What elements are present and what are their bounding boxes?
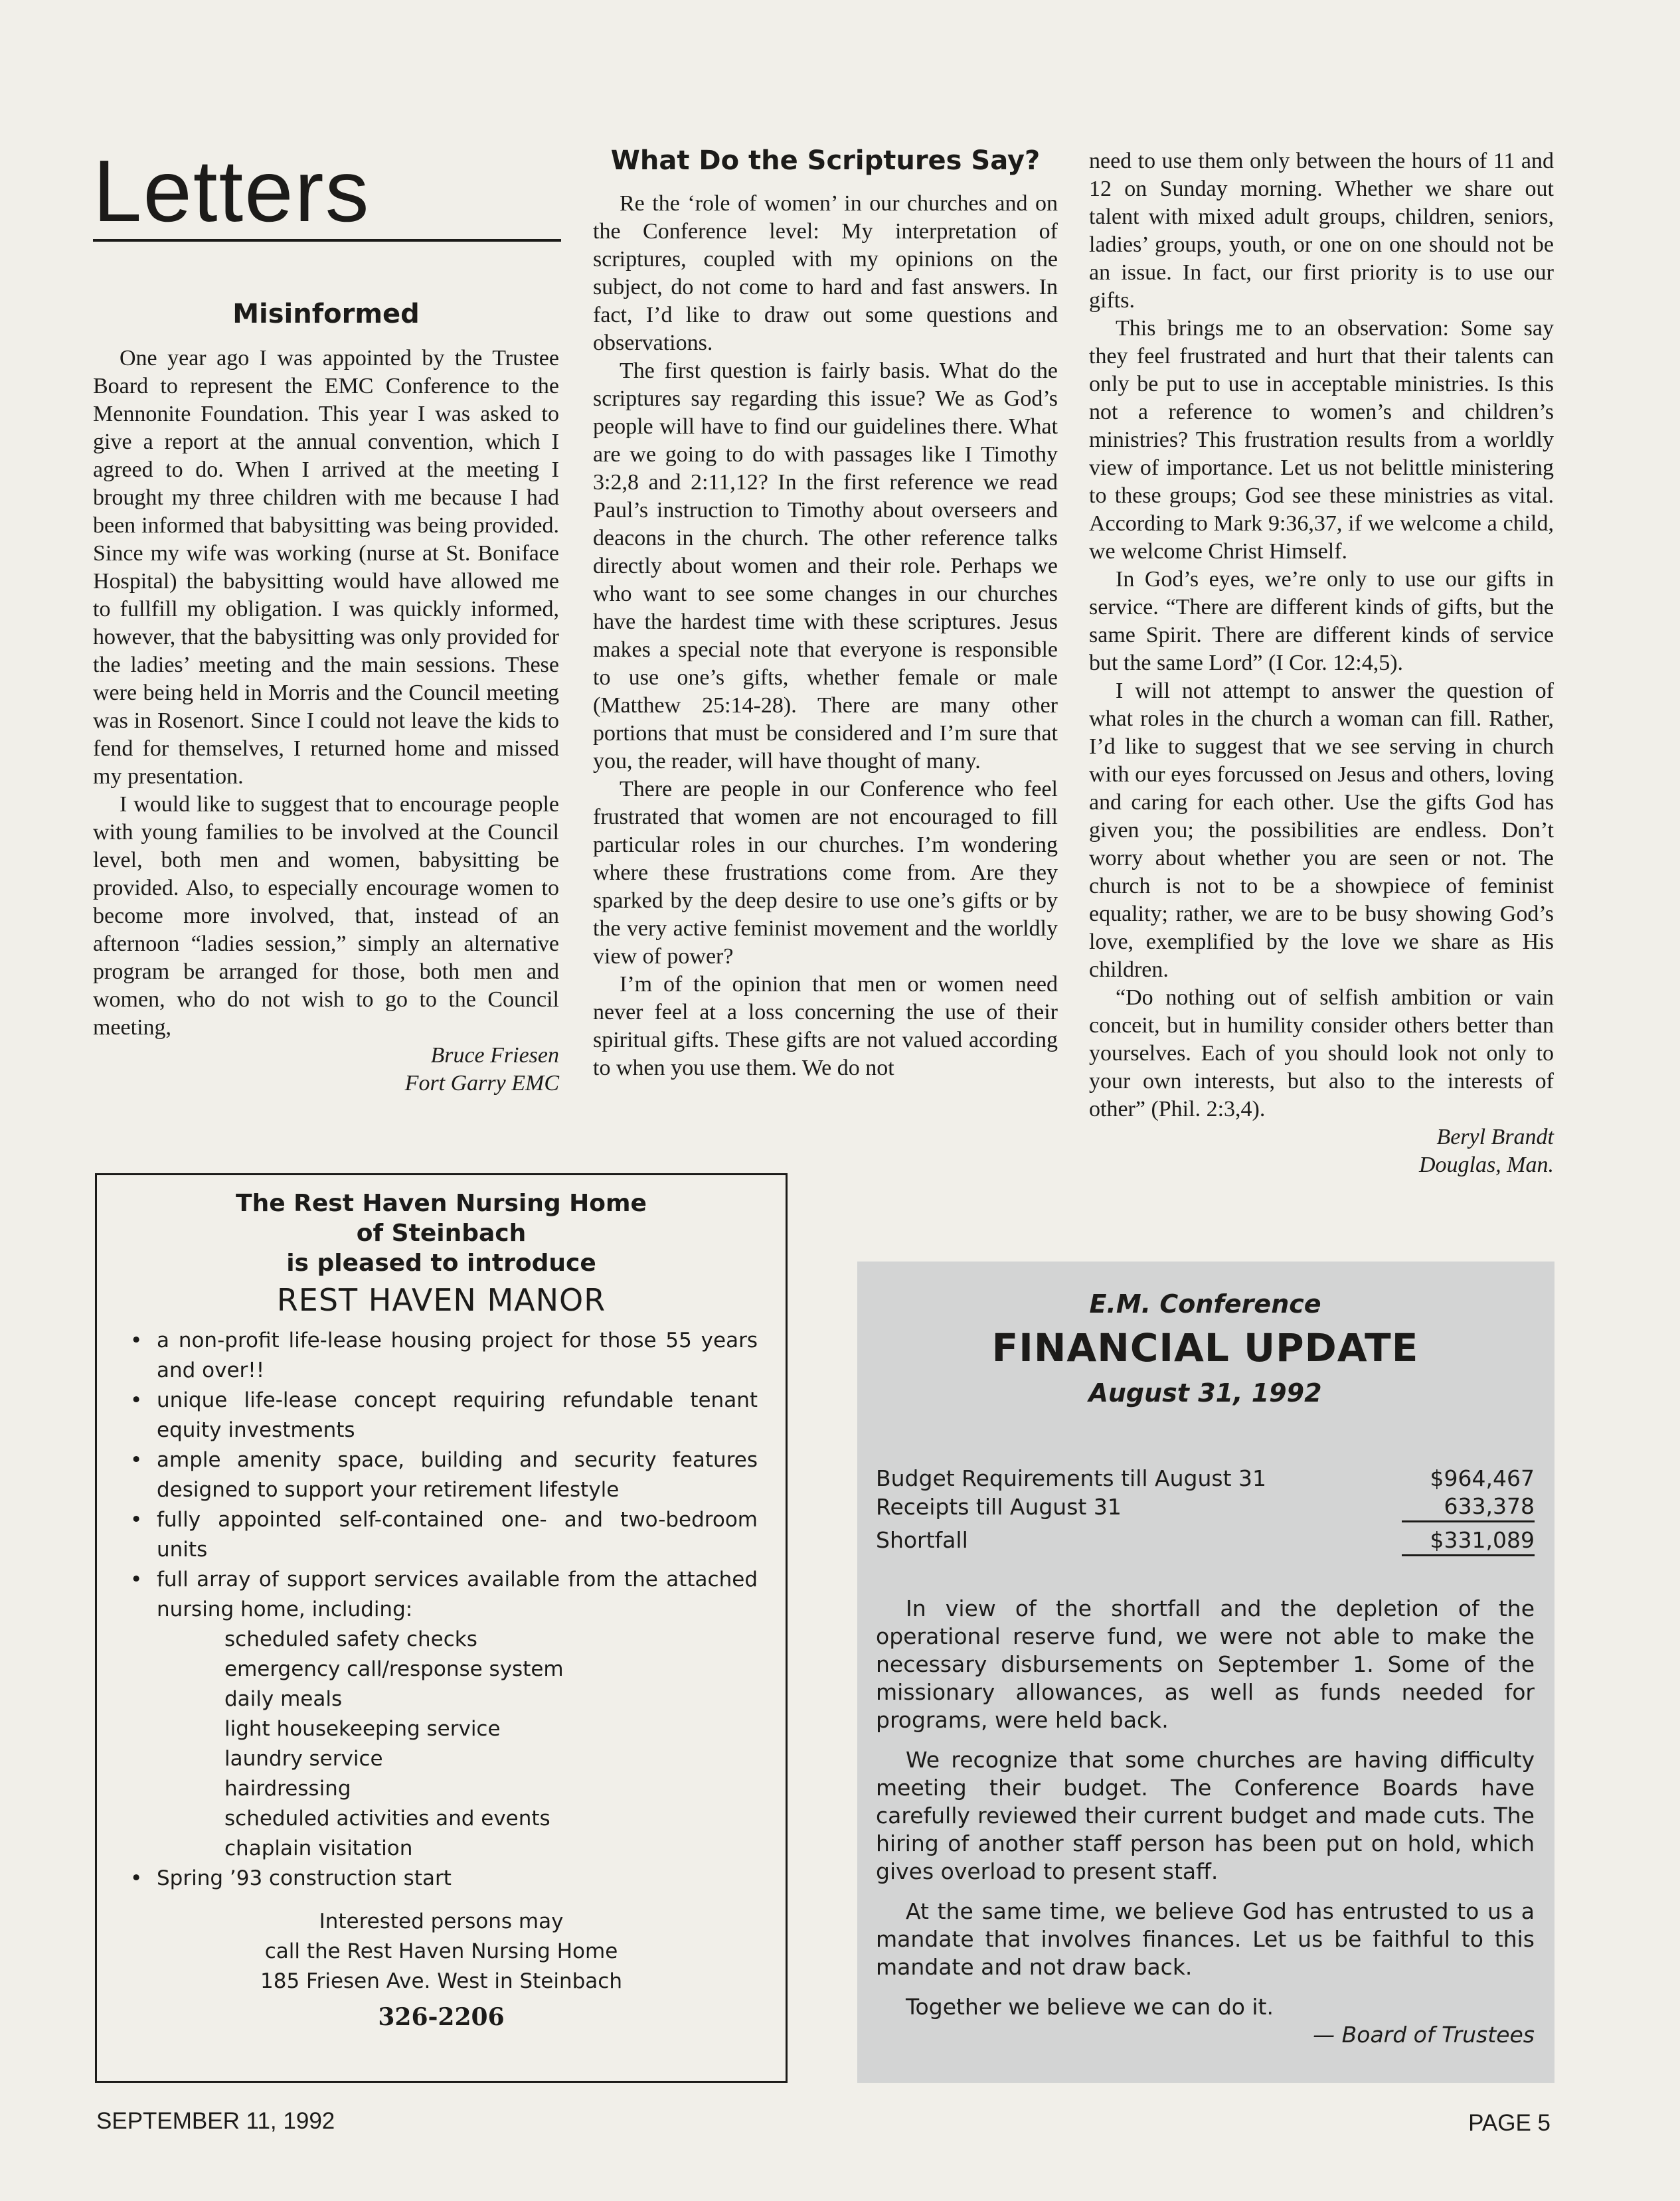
financial-paragraph: Together we believe we can do it.	[906, 1994, 1274, 2020]
letter-scriptures-continued	[1089, 147, 1554, 1179]
ad-feature-item: • Spring ’93 construction start	[125, 1864, 758, 1894]
ad-contact-line: 185 Friesen Ave. West in Steinbach	[260, 1969, 622, 1993]
footer-page-number: PAGE 5	[1468, 2110, 1551, 2136]
footer-date: SEPTEMBER 11, 1992	[96, 2108, 335, 2134]
letter-paragraph: This brings me to an observation: Some say they feel frustrated and hurt that their talents can only be put to use in acceptable ministries. Is this not a reference to women’s and children’s ministries? This frustration results from a worldly view of importance. Let us not belittle ministering to these groups; God see these ministries as vital. According to Mark 9:36,37, if we welcome a child, we welcome Christ Himself.	[1089, 316, 1554, 564]
row-amount: $331,089	[1402, 1522, 1535, 1556]
financial-paragraph: In view of the shortfall and the depletion of the operational reserve fund, we were not able to make the necessary disbursements on September 1. Some of the missionary allowances, as well as funds needed for programs, were held back.	[876, 1595, 1535, 1733]
ad-service-item: hairdressing	[224, 1777, 351, 1801]
letter-signature-name: Bruce Friesen	[430, 1043, 559, 1068]
financial-table	[876, 1465, 1535, 1556]
ad-feature-item: • full array of support services available from the attached nursing home, including:	[125, 1565, 758, 1625]
letter-scriptures	[593, 142, 1058, 1082]
ad-headline-line: of Steinbach	[356, 1220, 527, 1247]
letter-paragraph: I would like to suggest that to encourage people with young families to be involved at the Council level, both men and women, babysitting be provided. Also, to especially encourage women to become more involved, that, instead of an afternoon “ladies session,” simply an alternative program be arranged for those, both men and women, who do not wish to go to the Council meeting,	[93, 792, 559, 1040]
financial-signature: — Board of Trustees	[1313, 2022, 1535, 2048]
ad-service-item: chaplain visitation	[224, 1836, 413, 1860]
letter-paragraph: One year ago I was appointed by the Trustee Board to represent the EMC Conference to the Mennonite Foundation. This year I was asked to give a report at the annual convention, which I agreed to do. When I arrived at the meeting I brought my three children with me because I had been informed that babysitting was being provided. Since my wife was working (nurse at St. Boniface Hospital) the babysitting would have allowed me to fullfill my obligation. I was quickly informed, however, that the babysitting was only provided for the ladies’ meeting and the main sessions. These were being held in Morris and the Council meeting was in Rosenort. Since I could not leave the kids to fend for themselves, I returned home and missed my presentation.	[93, 346, 559, 789]
financial-org: E.M. Conference	[1089, 1289, 1321, 1319]
financial-date: August 31, 1992	[1088, 1378, 1322, 1408]
row-amount: 633,378	[1402, 1493, 1535, 1522]
ad-service-item: daily meals	[224, 1687, 343, 1711]
letter-paragraph: need to use them only between the hours of 11 and 12 on Sunday morning. Whether we share out talent with mixed adult groups, children, seniors, ladies’ groups, youth, or one on one should not be an issue. In fact, our first priority is to use our gifts.	[1089, 149, 1554, 313]
letter-paragraph: There are people in our Conference who feel frustrated that women are not encouraged to fill particular roles in our churches. I’m wondering where these frustrations come from. Are they sparked by the deep desire to use one’s gifts or by the very active feminist movement and the worldly view of power?	[593, 777, 1058, 969]
letter-paragraph: The first question is fairly basis. What do the scriptures say regarding this issue? We as God’s people will have to find our guidelines there. What are we going to do with passages like I Timothy 3:2,8 and 2:11,12? In the first reference we read Paul’s instruction to Timothy about overseers and deacons in the church. The other reference talks directly about women and their role. Perhaps we who want to see some changes in our churches have the hardest time with these scriptures. Jesus makes a special note that everyone is responsible to use one’s gifts, whether female or male (Matthew 25:14-28). There are many other portions that must be considered and I’m sure that you, the reader, will have thought of many.	[593, 359, 1058, 774]
ad-phone-number: 326-2206	[378, 2003, 505, 2031]
ad-title: REST HAVEN MANOR	[276, 1282, 606, 1318]
row-label: Budget Requirements till August 31	[876, 1465, 1266, 1491]
ad-service-item: scheduled safety checks	[224, 1627, 477, 1651]
ad-service-item: emergency call/response system	[224, 1657, 564, 1681]
ad-headline-line: is pleased to introduce	[286, 1250, 596, 1277]
table-row	[876, 1522, 1535, 1556]
financial-title: FINANCIAL UPDATE	[991, 1325, 1419, 1370]
section-masthead	[93, 143, 561, 242]
letter-misinformed	[93, 295, 559, 1098]
letter-paragraph: “Do nothing out of selfish ambition or vain conceit, but in humility consider others better than yourselves. Each of you should look not only to your own interests, but also to the interests of other” (Phil. 2:3,4).	[1089, 985, 1554, 1121]
rest-haven-advertisement	[95, 1173, 788, 2083]
ad-feature-item: • fully appointed self-contained one- and two-bedroom units	[125, 1505, 758, 1565]
ad-feature-item: • unique life-lease concept requiring refundable tenant equity investments	[125, 1386, 758, 1445]
ad-feature-item: • ample amenity space, building and security features designed to support your retirement lifestyle	[125, 1445, 758, 1505]
ad-service-item: light housekeeping service	[224, 1717, 501, 1741]
letter-heading: What Do the Scriptures Say?	[610, 145, 1041, 176]
ad-service-item: scheduled activities and events	[224, 1807, 550, 1831]
financial-paragraph: We recognize that some churches are having difficulty meeting their budget. The Conference Boards have carefully reviewed their current budget and made cuts. The hiring of another staff person has been put on hold, which gives overload to present staff.	[876, 1747, 1535, 1884]
row-label: Receipts till August 31	[876, 1493, 1122, 1520]
letter-signature-place: Fort Garry EMC	[404, 1071, 559, 1096]
section-title: Letters	[93, 142, 371, 240]
letter-paragraph: I’m of the opinion that men or women need never feel at a loss concerning the use of their spiritual gifts. These gifts are not valued according to when you use them. We do not	[593, 972, 1058, 1080]
ad-feature-list	[125, 1326, 758, 1894]
ad-service-item: laundry service	[224, 1747, 383, 1771]
letter-signature-place: Douglas, Man.	[1418, 1153, 1554, 1177]
ad-headline-line: The Rest Haven Nursing Home	[236, 1190, 647, 1217]
table-row	[876, 1493, 1535, 1522]
letter-paragraph: I will not attempt to answer the question of what roles in the church a woman can fill. Rather, I’d like to suggest that we see serving in church with our eyes forcussed on Jesus and others, loving and caring for each other. Use the gifts God has given you; the possibilities are endless. Don’t worry about whether you are seen or not. The church is not to be a showpiece of feminist equality; rather, we are to be busy showing God’s love, exemplified by the love we share as His children.	[1089, 679, 1554, 982]
table-row	[876, 1465, 1535, 1493]
financial-paragraph: At the same time, we believe God has entrusted to us a mandate that involves finances. Let us be faithful to this mandate and not draw back.	[876, 1898, 1535, 1980]
financial-update-box	[857, 1262, 1554, 2083]
ad-contact-line: call the Rest Haven Nursing Home	[264, 1939, 618, 1963]
row-label: Shortfall	[876, 1527, 968, 1553]
letter-heading: Misinformed	[232, 299, 420, 329]
letter-signature-name: Beryl Brandt	[1436, 1125, 1554, 1149]
letter-paragraph: In God’s eyes, we’re only to use our gifts in service. “There are different kinds of gifts, but the same Spirit. There are different kinds of service but the same Lord” (I Cor. 12:4,5).	[1089, 567, 1554, 675]
row-amount: $964,467	[1430, 1465, 1535, 1491]
ad-contact-line: Interested persons may	[319, 1910, 564, 1933]
letter-paragraph: Re the ‘role of women’ in our churches and on the Conference level: My interpretation of scriptures, coupled with my opinions on the subject, do not come to hard and fast answers. In fact, I’d like to draw out some questions and observations.	[593, 191, 1058, 355]
ad-feature-item: • a non-profit life-lease housing project for those 55 years and over!!	[125, 1326, 758, 1386]
